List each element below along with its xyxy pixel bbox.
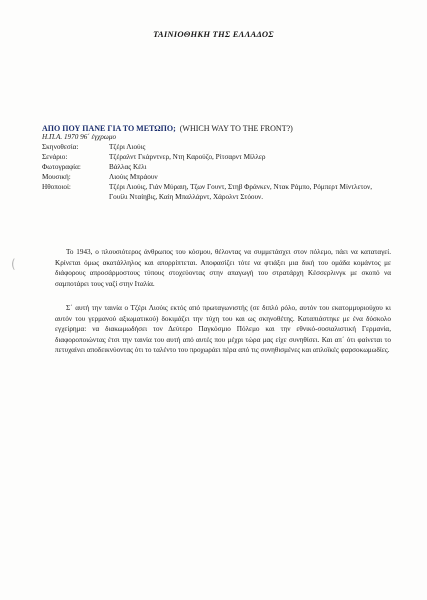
credit-row-cast [42,182,387,202]
film-meta: Η.Π.Α. 1970 96΄ έγχρωμο [42,133,117,141]
synopsis-paragraph: Το 1943, ο πλουσιότερος άνθρωπος του κόσμου, θέλοντας να συμμετάσχει στον πόλεμο, πάει να καταταγεί. Κρίνεται όμως ακατάλληλος και απορρίπτεται. Αποφασίζει τότε να φτιάξει μια δική του ομάδα κομάντος με διάφορους απροσάρμοστους τύπους στοχεύοντας στην απαγωγή του στρατάρχη Κέσσερλινγκ με σκοπό να σαμποτάρει τους ναζί στην Ιταλία. [55,248,391,288]
commentary-paragraph: Σ΄ αυτή την ταινία ο Τζέρι Λιούις εκτός από πρωταγωνιστής (σε διπλό ρόλο, αυτόν του εκατομμυριούχου κι αυτόν του γερμανού αξιωματικού) δοκιμάζει την τύχη του και ως σκηνοθέτης. Καταπιάστηκε με ένα δύσκολο εγχείρημα: να διακωμωδήσει τον Δεύτερο Παγκόσμιο Πόλεμο και την εθνικό-σοσιαλιστική Γερμανία, διαφοροποιώντας έτσι την ταινία του αυτή από αυτές που μέχρι τώρα μας είχε συνηθίσει. Και απ΄ ότι φαίνεται το πετυχαίνει αποδεικνύοντας ότι το ταλέντο του προχωράει πέρα από τις συνηθισμένες και απλοϊκές φαρσοκωμωδίες. [55,304,391,355]
punch-hole-mark-icon: ( [11,257,16,271]
credit-row-screenplay [42,152,387,162]
film-title [42,124,392,133]
film-title-greek: ΑΠΟ ΠΟΥ ΠΑΝΕ ΓΙΑ ΤΟ ΜΕΤΩΠΟ; [42,124,176,133]
credit-row-music [42,172,387,182]
credit-label: Σκηνοθεσία: [42,143,79,151]
credit-label: Φωτογραφία: [42,163,81,171]
film-title-english: (WHICH WAY TO THE FRONT?) [179,124,293,133]
credit-value: Λιούις Μπράουν [109,173,158,181]
credit-value: Τζέραλντ Γκάρντνερ, Ντη Καρούζο, Ρίτσαρντ Μίλλερ [109,153,266,161]
credit-row-photography [42,162,387,172]
credit-value: Τζέρι Λιούις [109,143,146,151]
credit-row-director [42,142,387,152]
credit-value: Βάλλας Κέλι [109,163,147,171]
credit-value: Τζέρι Λιούις, Γιάν Μύραιη, Τζων Γουντ, Στηβ Φράνκεν, Ντακ Ράμπο, Ρόμπερτ Μίντλετον, Γουίλι Νταίηβις, Καίη Μπαλλάρντ, Χάρολντ Στόουν. [109,183,373,201]
credit-label: Ηθοποιοί: [42,183,71,191]
archive-header: ΤΑΙΝΙΟΘΗΚΗ ΤΗΣ ΕΛΛΑΔΟΣ [153,29,274,39]
credits-list [42,142,387,202]
credit-label: Μουσική: [42,173,71,181]
credit-label: Σενάριο: [42,153,68,161]
